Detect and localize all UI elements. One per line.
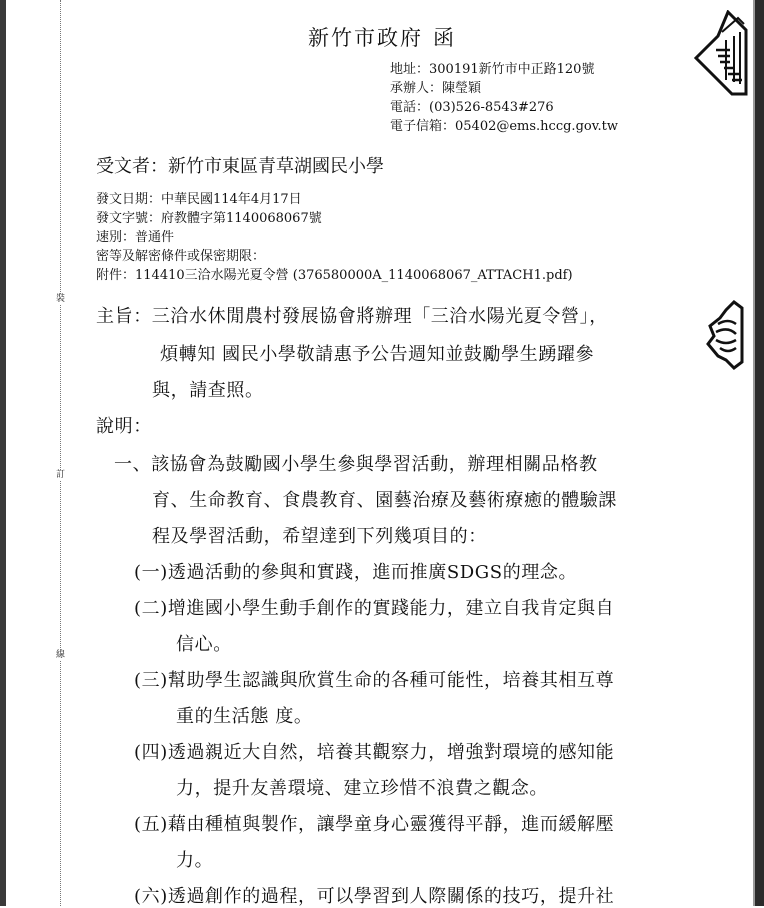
goal-3-line-1: (三)幫助學生認識與欣賞生命的各種可能性，培養其相互尊 — [134, 670, 615, 691]
goal-4-line-2: 力，提升友善環境、建立珍惜不浪費之觀念。 — [176, 778, 548, 799]
goal-3-line-2: 重的生活態 度。 — [176, 706, 313, 727]
issue-date: 發文日期：中華民國114年4月17日 — [96, 192, 302, 207]
official-seal-stamp — [688, 10, 748, 96]
item1-line-1: 一、該協會為鼓勵國小學生參與學習活動，辦理相關品格教 — [114, 454, 598, 475]
secrecy-level: 密等及解密條件或保密期限： — [96, 249, 266, 264]
binding-mark-bind: 裝 — [56, 294, 66, 304]
goal-4-line-1: (四)透過親近大自然，培養其觀察力，增強對環境的感知能 — [134, 742, 615, 763]
document-type: 函 — [433, 26, 456, 50]
subject-line-1: 主旨：三洽水休閒農村發展協會將辦理「三洽水陽光夏令營」， — [96, 306, 608, 327]
document-meta — [96, 190, 573, 285]
goal-2-line-1: (二)增進國小學生動手創作的實踐能力，建立自我肯定與自 — [134, 598, 615, 619]
goal-1-line-1: (一)透過活動的參與和實踐，進而推廣SDGS的理念。 — [134, 562, 578, 583]
sender-email: 電子信箱：05402@ems.hccg.gov.tw — [390, 119, 619, 134]
viewer-right-border — [755, 0, 764, 906]
attachment[interactable]: 附件：114410三洽水陽光夏令營 (376580000A_1140068067_ATTACH1.pdf) — [96, 268, 573, 283]
document-title — [0, 22, 764, 52]
sender-officer: 承辦人：陳瑩穎 — [390, 81, 482, 96]
subject-line-2: 煩轉知 國民小學敬請惠予公告週知並鼓勵學生踴躍參 — [160, 344, 595, 365]
viewer-left-border — [0, 0, 6, 906]
goal-5-line-1: (五)藉由種植與製作，讓學童身心靈獲得平靜，進而緩解壓 — [134, 814, 615, 835]
goal-6-line-1: (六)透過創作的過程，可以學習到人際關係的技巧，提升社 — [134, 886, 615, 907]
issue-number: 發文字號：府教體字第1140068067號 — [96, 211, 322, 226]
goal-5-line-2: 力。 — [176, 850, 214, 871]
seal-fragment-stamp — [704, 300, 744, 370]
explanation-heading: 說明： — [96, 416, 152, 437]
binding-mark-line: 線 — [56, 650, 66, 660]
subject-line-3: 與，請查照。 — [152, 380, 264, 401]
sender-address: 地址：300191新竹市中正路120號 — [390, 62, 595, 77]
goal-2-line-2: 信心。 — [176, 634, 232, 655]
item1-line-3: 程及學習活動，希望達到下列幾項目的： — [152, 526, 487, 547]
binding-mark-staple: 訂 — [56, 470, 66, 480]
sender-phone: 電話：(03)526-8543#276 — [390, 100, 554, 115]
agency-name: 新竹市政府 — [308, 26, 423, 50]
item1-line-2: 育、生命教育、食農教育、園藝治療及藝術療癒的體驗課 — [152, 490, 617, 511]
binding-line — [60, 0, 61, 906]
sender-info — [390, 60, 618, 136]
delivery-speed: 速別：普通件 — [96, 230, 175, 245]
recipient: 受文者：新竹市東區青草湖國民小學 — [96, 156, 384, 177]
